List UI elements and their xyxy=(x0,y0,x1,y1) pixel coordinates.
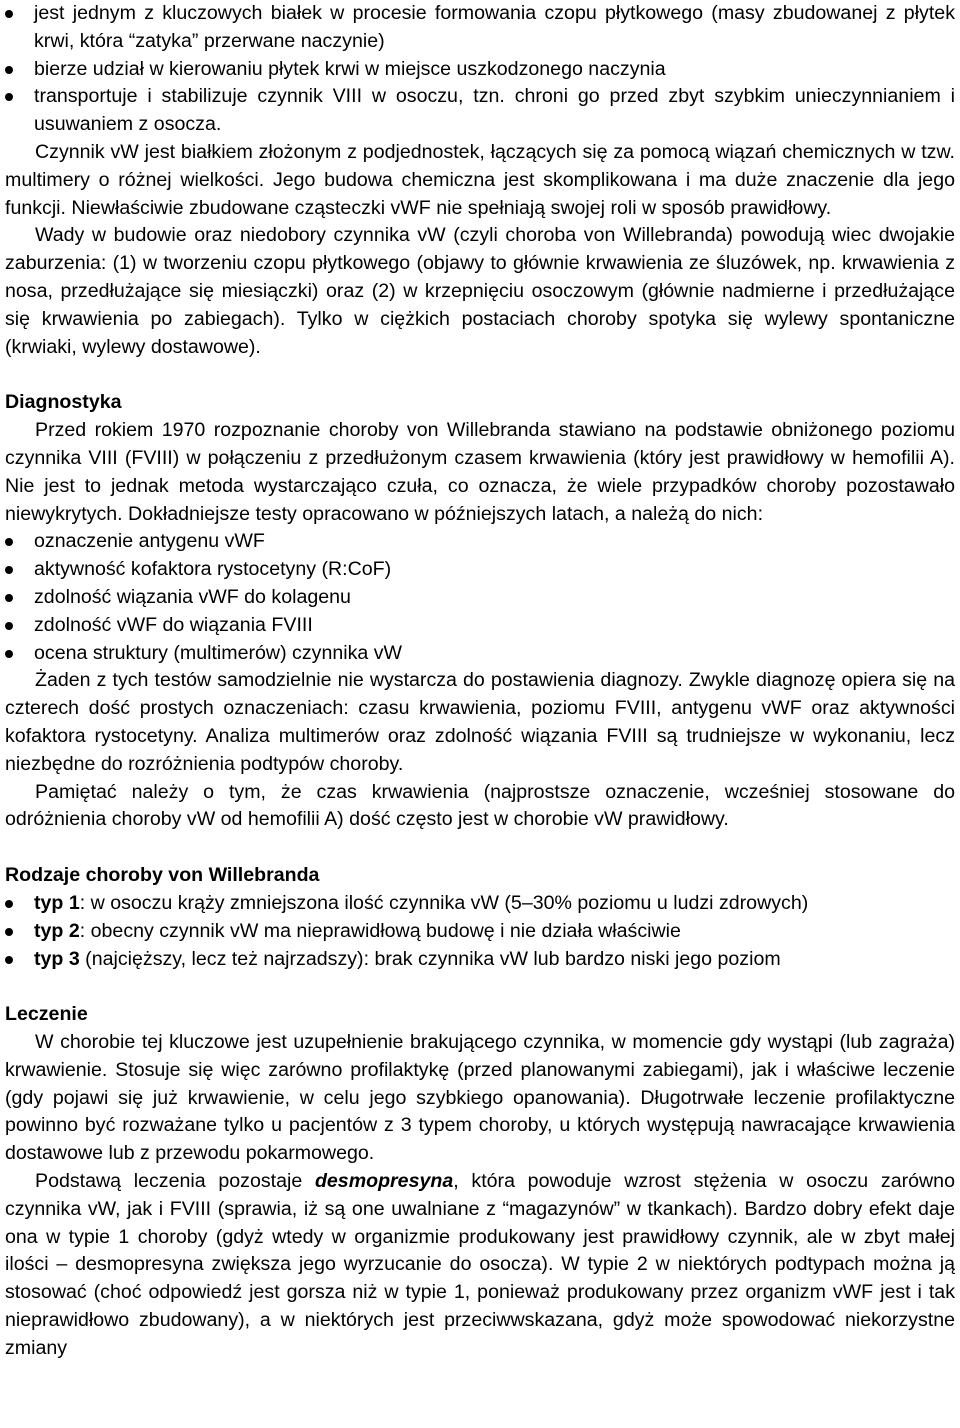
bullet-icon xyxy=(5,66,13,74)
bullet-icon xyxy=(5,928,13,936)
paragraph: W chorobie tej kluczowe jest uzupełnienie brakującego czynnika, w momencie gdy wystąpi (lub zagraża) krwawienie. Stosuje się więc zarówno profilaktykę (przed planowanymi zabiegami), jak i właściwe leczenie (gdy pojawi się już krwawienie, w celu jego szybkiego opanowania). Długotrwałe leczenie profilaktyczne powinno być rozważane tylko u pacjentów z 3 typem choroby, u których występują nawracające krwawienia dostawowe lub z przewodu pokarmowego. xyxy=(5,1031,955,1165)
bullet-icon xyxy=(5,900,13,908)
test-list xyxy=(5,528,955,667)
drug-name: desmopresyna xyxy=(314,1170,454,1193)
list-item: zdolność wiązania vWF do kolagenu xyxy=(5,584,955,612)
bullet-icon xyxy=(5,594,13,602)
bullet-icon xyxy=(5,622,13,630)
paragraph: Wady w budowie oraz niedobory czynnika vW (czyli choroba von Willebranda) powodują wiec dwojakie zaburzenia: (1) w tworzeniu czopu płytkowego (objawy to głównie krwawienia ze śluzówek, np. krwawienia z nosa, przedłużające się miesiączki) oraz (2) w krzepnięciu osoczowym (głównie nadmierne i przedłużające się krwawienia po zabiegach). Tylko w ciężkich postaciach choroby spotyka się wylewy spontaniczne (krwiaki, wylewy dostawowe). xyxy=(5,224,955,358)
type-term: typ 3 xyxy=(34,947,80,970)
list-item: bierze udział w kierowaniu płytek krwi w miejsce uszkodzonego naczynia xyxy=(5,56,955,84)
section-heading-diagnostyka: Diagnostyka xyxy=(5,391,122,414)
bullet-icon xyxy=(5,10,13,18)
intro-bullet-list xyxy=(5,0,955,139)
list-item: jest jednym z kluczowych białek w procesie formowania czopu płytkowego (masy zbudowanej z płytek krwi, która “zatyka” przerwane naczynie) xyxy=(5,0,955,56)
section-heading-rodzaje: Rodzaje choroby von Willebranda xyxy=(5,864,320,887)
list-item: aktywność kofaktora rystocetyny (R:CoF) xyxy=(5,556,955,584)
section-heading-leczenie: Leczenie xyxy=(5,1003,88,1026)
paragraph: Czynnik vW jest białkiem złożonym z podjednostek, łączących się za pomocą wiązań chemicznych w tzw. multimery o różnej wielkości. Jego budowa chemiczna jest skomplikowana i ma duże znaczenie dla jego funkcji. Niewłaściwie zbudowane cząsteczki vWF nie spełniają swojej roli w sposób prawidłowy. xyxy=(5,140,955,219)
list-item: ocena struktury (multimerów) czynnika vW xyxy=(5,640,955,668)
bullet-icon xyxy=(5,956,13,964)
paragraph: Przed rokiem 1970 rozpoznanie choroby von Willebranda stawiano na podstawie obniżonego poziomu czynnika VIII (FVIII) w połączeniu z przedłużonym czasem krwawienia (który jest prawidłowy w hemofilii A). Nie jest to jednak metoda wystarczająco czuła, co oznacza, że wiele przypadków choroby pozostawało niewykrytych. Dokładniejsze testy opracowano w późniejszych latach, a należą do nich: xyxy=(5,419,955,525)
list-item: typ 3 (najcięższy, lecz też najrzadszy): brak czynnika vW lub bardzo niski jego poziom xyxy=(5,946,955,974)
list-item: typ 2: obecny czynnik vW ma nieprawidłową budowę i nie działa właściwie xyxy=(5,918,955,946)
bullet-icon xyxy=(5,93,13,101)
list-item: zdolność vWF do wiązania FVIII xyxy=(5,612,955,640)
paragraph: Podstawą leczenia pozostaje desmopresyna, która powoduje wzrost stężenia w osoczu zarówno czynnika vW, jak i FVIII (sprawia, iż są one uwalniane z “magazynów” w tkankach). Bardzo dobry efekt daje ona w typie 1 choroby (gdyż wtedy w organizmie produkowany jest prawidłowy czynnik, ale w zbyt małej ilości – desmopresyna zwiększa jego wyrzucanie do osocza). W typie 2 w niektórych podtypach można ją stosować (choć odpowiedź jest gorsza niż w typie 1, ponieważ produkowany przez organizm vWF jest i tak nieprawidłowo zbudowany), a w niektórych jest przeciwwskazana, gdyż może spowodować niekorzystne zmiany xyxy=(5,1170,955,1359)
bullet-icon xyxy=(5,650,13,658)
type-term: typ 1 xyxy=(34,891,80,914)
bullet-icon xyxy=(5,566,13,574)
bullet-icon xyxy=(5,538,13,546)
list-item: typ 1: w osoczu krąży zmniejszona ilość czynnika vW (5–30% poziomu u ludzi zdrowych) xyxy=(5,890,955,918)
list-item: transportuje i stabilizuje czynnik VIII w osoczu, tzn. chroni go przed zbyt szybkim unieczynnianiem i usuwaniem z osocza. xyxy=(5,83,955,139)
list-item: oznaczenie antygenu vWF xyxy=(5,528,955,556)
paragraph: Żaden z tych testów samodzielnie nie wystarcza do postawienia diagnozy. Zwykle diagnozę opiera się na czterech dość prostych oznaczeniach: czasu krwawienia, poziomu FVIII, antygenu vWF oraz aktywności kofaktora rystocetyny. Analiza multimerów oraz zdolność wiązania FVIII są trudniejsze w wykonaniu, lecz niezbędne do rozróżnienia podtypów choroby. xyxy=(5,669,955,775)
type-list xyxy=(5,890,955,973)
paragraph: Pamiętać należy o tym, że czas krwawienia (najprostsze oznaczenie, wcześniej stosowane do odróżnienia choroby vW od hemofilii A) dość często jest w chorobie vW prawidłowy. xyxy=(5,780,955,831)
type-term: typ 2 xyxy=(34,919,80,942)
